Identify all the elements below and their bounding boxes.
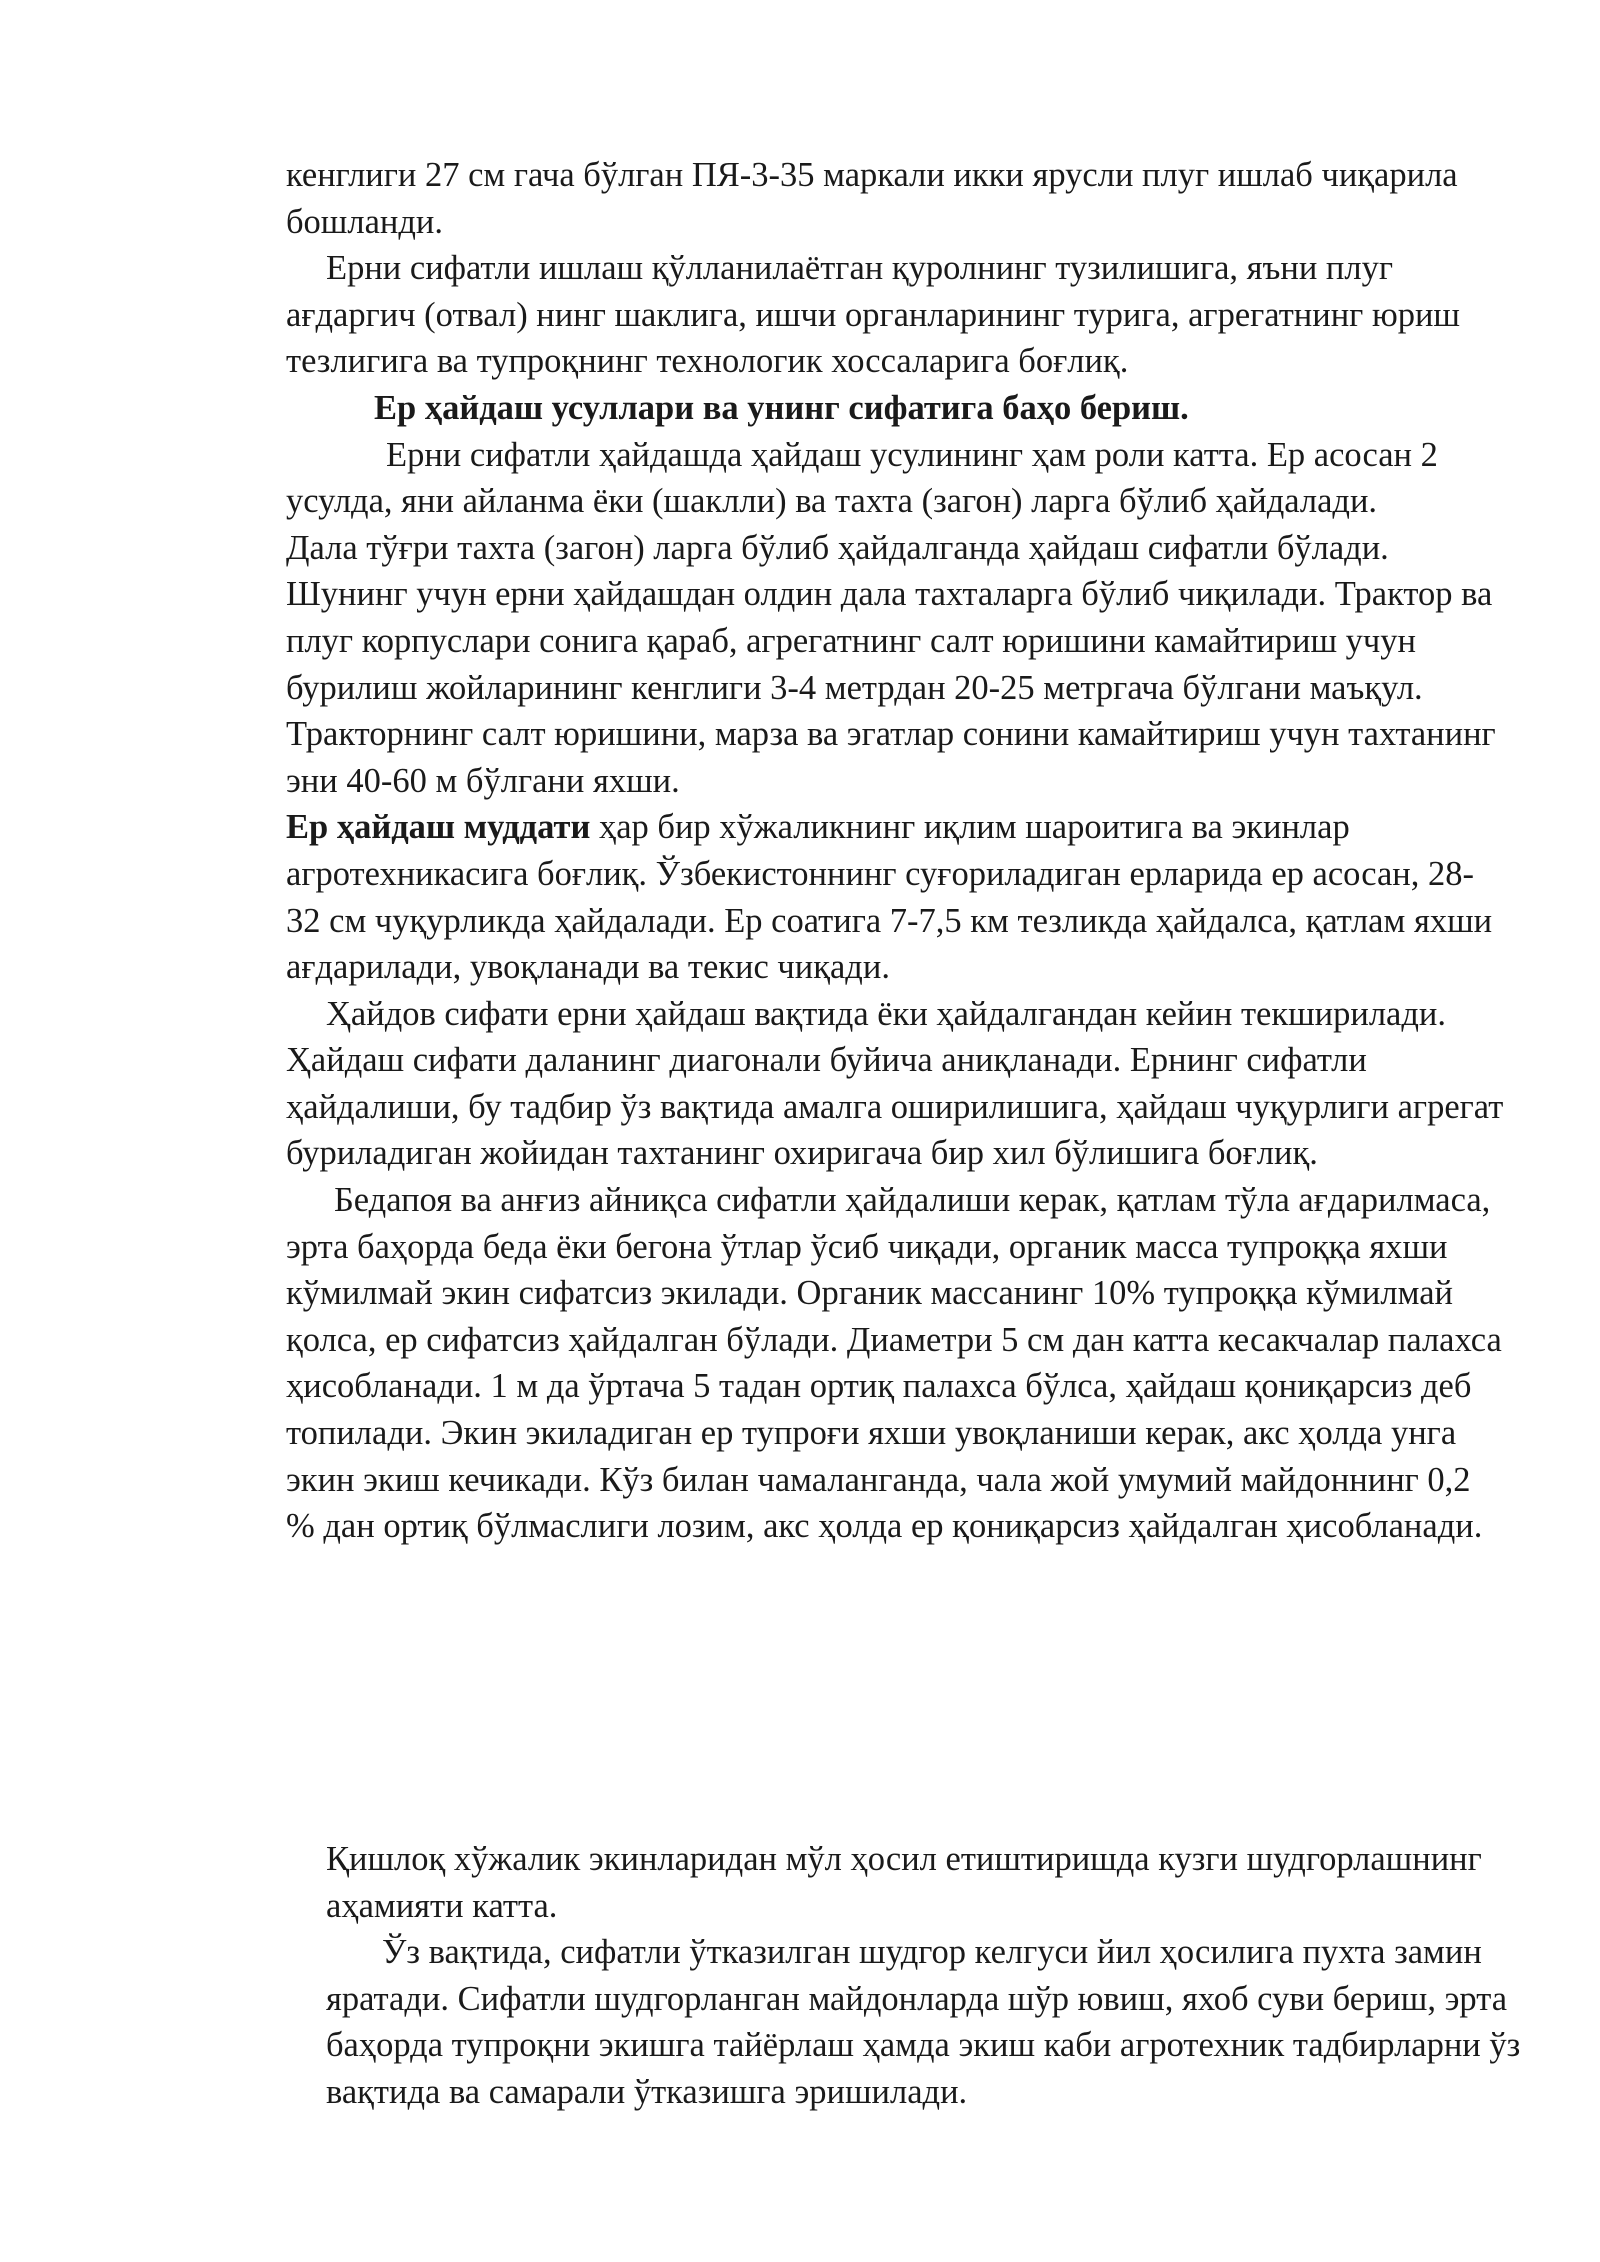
paragraph-plowing-period (286, 804, 1506, 990)
paragraph-alfalfa-stubble: Бедапоя ва анғиз айниқса сифатли ҳайдалиши керак, қатлам тўла ағдарилмаса, эрта баҳорда беда ёки бегона ўтлар ўсиб чиқади, органик масса тупроққа яхши кўмилмай экин сифатсиз экилади. Органик массанинг 10% тупроққа кўмилмай қолса, ер сифатсиз ҳайдалган бўлади. Диаметри 5 см дан катта кесакчалар палахса ҳисобланади. 1 м да ўртача 5 тадан ортиқ палахса бўлса, ҳайдаш қониқарсиз деб топилади. Экин экиладиган ер тупроғи яхши увоқланиши керак, акс ҳолда унга экин экиш кечикади. Кўз билан чамаланганда, чала жой умумий майдоннинг 0,2 % дан ортиқ бўлмаслиги лозим, акс ҳолда ер қониқарсиз ҳайдалган ҳисобланади. (286, 1181, 1502, 1546)
paragraph-plowing-methods: Ерни сифатли ҳайдашда ҳайдаш усулининг ҳам роли катта. Ер асосан 2 усулда, яни айланма ёки (шаклли) ва тахта (загон) ларга бўлиб ҳайдалади. (286, 435, 1438, 521)
paragraph-timely-plowing: Ўз вақтида, сифатли ўтказилган шудгор келгуси йил ҳосилига пухта замин яратади. Сифатли шудгорланган майдонларда шўр ювиш, яхоб суви бериш, эрта баҳорда тупроқни экишга тайёрлаш ҳамда экиш каби агротехник тадбирларни ўз вақтида ва самарали ўтказишга эришилади. (326, 1933, 1521, 2111)
paragraph-tillage-quality: Ерни сифатли ишлаш қўлланилаётган қуролнинг тузилишига, яъни плуг ағдаргич (отвал) нинг шаклига, ишчи органларининг турига, агрегатнинг юриш тезлигига ва тупроқнинг технологик хоссаларига боғлиқ. (286, 249, 1460, 381)
section-heading-plowing-methods: Ер ҳайдаш усуллари ва унинг сифатига баҳо бериш. (374, 388, 1189, 427)
paragraph-field-zagon: Дала тўғри тахта (загон) ларга бўлиб ҳайдалганда ҳайдаш сифатли бўлади. Шунинг учун ерни ҳайдашдан олдин дала тахталарга бўлиб чиқилади. Трактор ва плуг корпуслари сонига қараб, агрегатнинг салт юришини камайтириш учун бурилиш жойларининг кенглиги 3-4 метрдан 20-25 метргача бўлгани маъқул. Тракторнинг салт юришини, марза ва эгатлар сонини камайтириш учун тахтанинг эни 40-60 м бўлгани яхши. (286, 528, 1496, 800)
paragraph-autumn-plowing-importance: Қишлоқ хўжалик экинларидан мўл ҳосил етиштиришда кузги шудгорлашнинг аҳамияти катта. (326, 1840, 1482, 1925)
paragraph-plow-production: кенглиги 27 см гача бўлган ПЯ-3-35 маркали икки ярусли плуг ишлаб чиқарила бошланди. (286, 156, 1458, 241)
autumn-plowing-block (326, 1836, 1526, 2116)
paragraph-plowing-period-text: ҳар бир хўжаликнинг иқлим шароитига ва экинлар агротехникасига боғлиқ. Ўзбекистоннинг суғориладиган ерларида ер асосан, 28-32 см чуқурликда ҳайдалади. Ер соатига 7-7,5 км тезликда ҳайдалса, қатлам яхши ағдарилади, увоқланади ва текис чиқади. (286, 808, 1493, 987)
inline-heading-plowing-period: Ер ҳайдаш муддати (286, 808, 591, 847)
paragraph-plowing-quality-check: Ҳайдов сифати ерни ҳайдаш вақтида ёки ҳайдалгандан кейин текширилади. Ҳайдаш сифати даланинг диагонали буйича аниқланади. Ернинг сифатли ҳайдалиши, бу тадбир ўз вақтида амалга оширилишига, ҳайдаш чуқурлиги агрегат буриладиган жойидан тахтанинг охиригача бир хил бўлишига боғлиқ. (286, 994, 1504, 1173)
main-text-block (286, 152, 1506, 1550)
